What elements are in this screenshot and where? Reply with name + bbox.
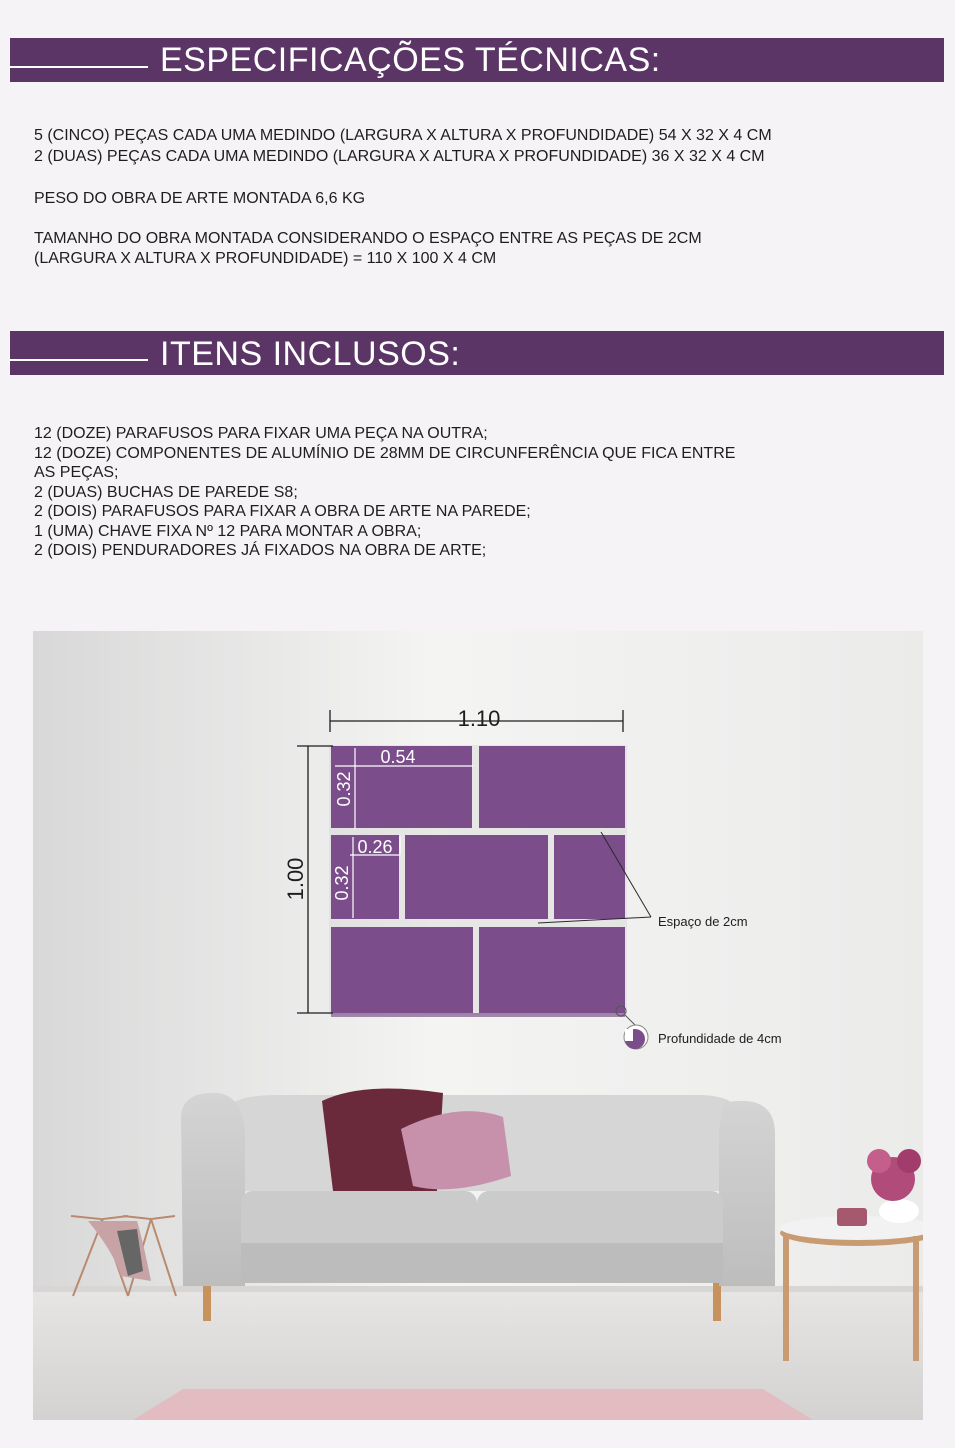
header-rule: [10, 359, 148, 361]
spec-size-1: TAMANHO DO OBRA MONTADA CONSIDERANDO O ESPAÇO ENTRE AS PEÇAS DE 2CM: [34, 230, 702, 247]
spec-line-2: 2 (DUAS) PEÇAS CADA UMA MEDINDO (LARGURA X ALTURA X PROFUNDIDADE) 36 X 32 X 4 CM: [34, 148, 765, 165]
list-item: 12 (DOZE) COMPONENTES DE ALUMÍNIO DE 28MM DE CIRCUNFERÊNCIA QUE FICA ENTRE: [34, 444, 736, 462]
list-item: AS PEÇAS;: [34, 464, 119, 481]
list-item: 12 (DOZE) PARAFUSOS PARA FIXAR UMA PEÇA NA OUTRA;: [34, 425, 488, 442]
included-title: ITENS INCLUSOS:: [160, 335, 461, 373]
piece-width-label: 0.54: [380, 747, 416, 767]
height-label: 1.00: [283, 857, 308, 901]
art-piece: [554, 835, 625, 919]
included-list: [34, 424, 735, 561]
list-item: 2 (DOIS) PARAFUSOS PARA FIXAR A OBRA DE ARTE NA PAREDE;: [34, 503, 531, 520]
room-illustration: [33, 631, 923, 1420]
depth-label: Profundidade de 4cm: [658, 1031, 782, 1046]
piece-height-label: 0.32: [334, 771, 354, 807]
included-header-band: [10, 331, 944, 375]
list-item: 1 (UMA) CHAVE FIXA Nº 12 PARA MONTAR A OBRA;: [34, 522, 422, 540]
art-piece: [479, 927, 625, 1013]
art-piece: [479, 746, 625, 828]
specs-title: ESPECIFICAÇÕES TÉCNICAS:: [160, 41, 661, 79]
rug: [133, 1389, 813, 1420]
list-item: 2 (DUAS) BUCHAS DE PAREDE S8;: [34, 483, 298, 501]
art-piece: [331, 927, 473, 1013]
candle: [837, 1208, 867, 1226]
spec-size-2: (LARGURA X ALTURA X PROFUNDIDADE) = 110 X 100 X 4 CM: [34, 250, 497, 267]
artwork: [329, 745, 627, 1017]
header-rule: [10, 66, 148, 68]
cushion: [401, 1111, 511, 1189]
width-label: 1.10: [457, 706, 501, 731]
spec-weight: PESO DO OBRA DE ARTE MONTADA 6,6 KG: [34, 190, 366, 207]
art-piece: [405, 835, 548, 919]
small-width-label: 0.26: [357, 837, 393, 857]
spec-line-1: 5 (CINCO) PEÇAS CADA UMA MEDINDO (LARGURA X ALTURA X PROFUNDIDADE) 54 X 32 X 4 CM: [34, 127, 772, 144]
baseboard: [33, 1286, 923, 1292]
specs-header-band: [10, 38, 944, 82]
room-photo: [33, 631, 923, 1420]
gap-label: Espaço de 2cm: [658, 914, 748, 929]
list-item: 2 (DOIS) PENDURADORES JÁ FIXADOS NA OBRA DE ARTE;: [34, 542, 487, 559]
small-height-label: 0.32: [332, 865, 352, 901]
